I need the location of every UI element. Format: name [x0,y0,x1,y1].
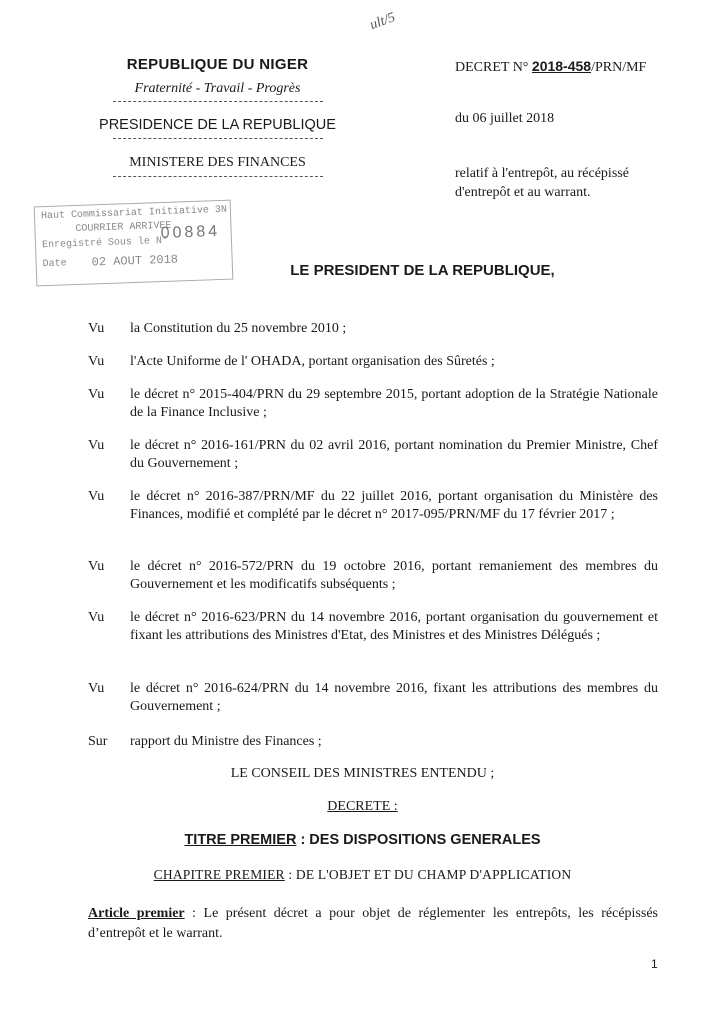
vu-text: l'Acte Uniforme de l' OHADA, portant organisation des Sûretés ; [130,354,495,369]
republic-name: REPUBLIQUE DU NIGER [126,56,309,73]
vu-text: la Constitution du 25 novembre 2010 ; [130,321,347,336]
decree-prefix: DECRET N° [455,60,529,75]
vu-text: le décret n° 2015-404/PRN du 29 septembre 2015, portant adoption de la Stratégie Nationale de la Finance Inclusive ; [130,387,658,420]
vu-label: Vu [88,438,105,453]
divider [95,133,340,139]
sur-label: Sur [88,734,108,749]
chapter-rest: : DE L'OBJET ET DU CHAMP D'APPLICATION [284,867,572,882]
divider [95,97,340,103]
stamp-line: COURRIER ARRIVEE [75,220,172,236]
article-paragraph [88,904,658,944]
title-label: TITRE PREMIER [184,832,297,848]
president-title-text: LE PRESIDENT DE LA REPUBLIQUE, [290,262,555,279]
vu-text: le décret n° 2016-387/PRN/MF du 22 juillet 2016, portant organisation du Ministère des Finances, modifié et complété par le décret n° 2017-095/PRN/MF du 17 février 2017 ; [130,489,658,522]
title-rest: : DES DISPOSITIONS GENERALES [296,832,541,848]
chapter-label: CHAPITRE PREMIER [153,867,285,882]
stamp-line: Date [42,258,67,271]
council-statement: LE CONSEIL DES MINISTRES ENTENDU ; [230,766,495,781]
chapter-heading [0,867,725,883]
president-title [0,262,725,279]
vu-label: Vu [88,559,105,574]
stamp-line: Enregistré Sous le N° [41,235,169,252]
vu-label: Vu [88,354,105,369]
vu-text: le décret n° 2016-572/PRN du 19 octobre 2016, portant remaniement des membres du Gouvernement et les modificatifs subséquents ; [130,559,658,592]
header-left-block [95,56,340,177]
decree-number: 2018-458 [531,58,592,74]
vu-label: Vu [88,387,105,402]
decrete-heading: DECRETE : [327,799,398,814]
vu-text: le décret n° 2016-161/PRN du 02 avril 2016, portant nomination du Premier Ministre, Chef du Gouvernement ; [130,438,658,471]
decree-date: du 06 juillet 2018 [455,111,555,126]
vu-label: Vu [88,681,105,696]
article-text: : Le présent décret a pour objet de réglementer les entrepôts, les récépissés d’entrepôt et le warrant. [88,906,658,941]
vu-text: le décret n° 2016-624/PRN du 14 novembre 2016, fixant les attributions des membres du Gouvernement ; [130,681,658,714]
national-motto: Fraternité - Travail - Progrès [134,81,301,96]
vu-label: Vu [88,321,105,336]
title-heading [0,832,725,848]
stamp-date: 02 AOUT 2018 [91,252,179,270]
vu-label: Vu [88,610,105,625]
decree-subject: relatif à l'entrepôt, au récépissé d'entrepôt et au warrant. [455,166,629,200]
stamp-number: 00884 [160,222,221,243]
stamp-line: Haut Commissariat Initiative 3N [40,204,228,223]
vu-label: Vu [88,489,105,504]
ministry-title: MINISTERE DES FINANCES [129,155,306,170]
page-number: 1 [651,957,658,971]
vu-text: le décret n° 2016-623/PRN du 14 novembre 2016, portant organisation du gouvernement et fixant les attributions des Ministres d'Etat, des Ministres et des Ministres Délégués ; [130,610,658,643]
presidence-title: PRESIDENCE DE LA REPUBLIQUE [99,117,336,133]
decree-number-line [455,58,646,76]
divider [95,171,340,177]
sur-text: rapport du Ministre des Finances ; [130,734,322,749]
article-label: Article premier [88,906,185,921]
decree-suffix: /PRN/MF [591,60,647,75]
handwritten-mark: ult/5 [368,10,398,33]
